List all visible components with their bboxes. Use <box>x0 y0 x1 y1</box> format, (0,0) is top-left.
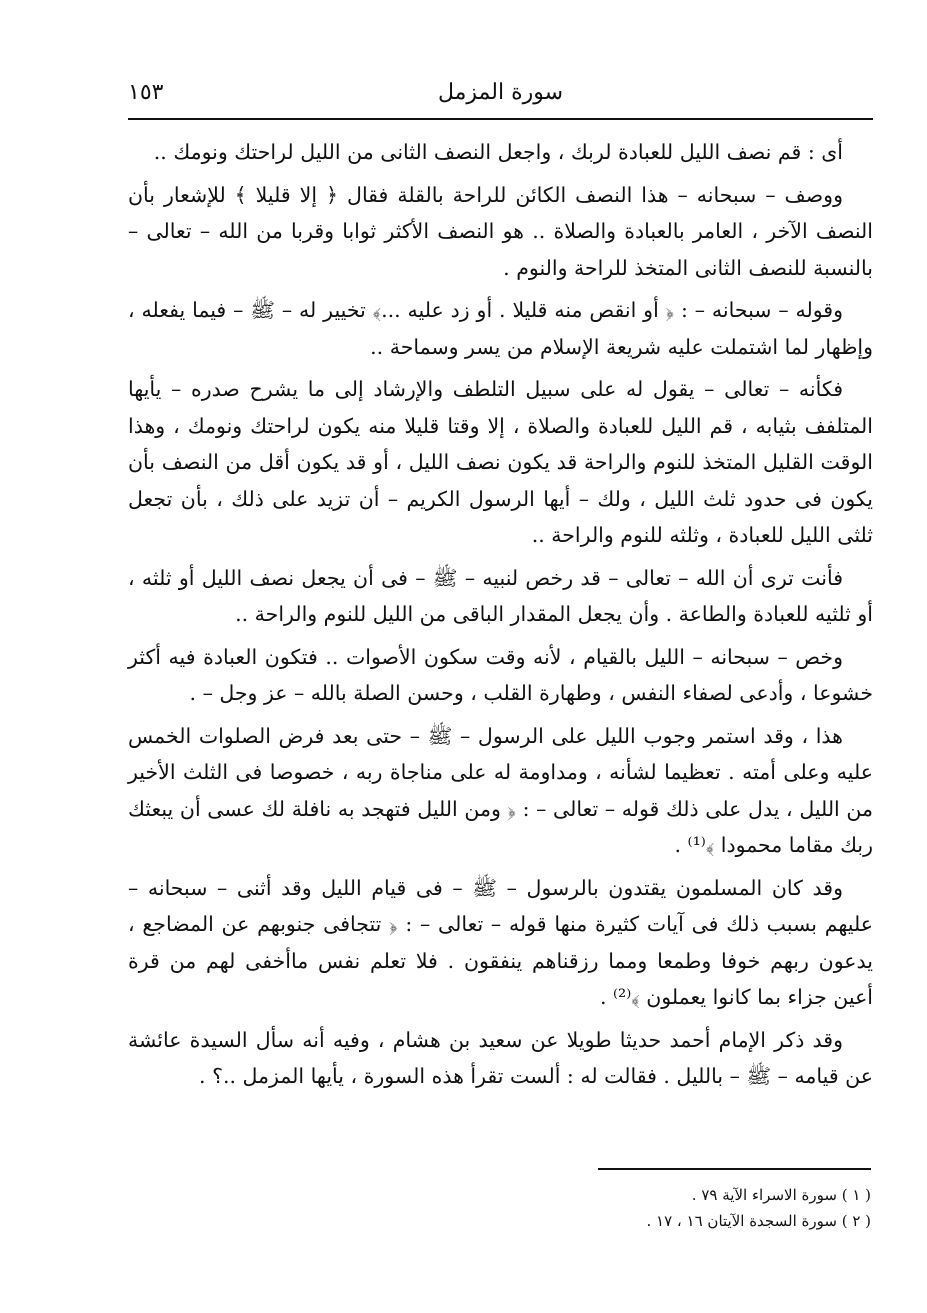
surah-title: سورة المزمل <box>437 80 564 105</box>
page-number: ١٥٣ <box>128 80 164 105</box>
paragraph: وقد كان المسلمون يقتدون بالرسول – ﷺ – فى قيام الليل وقد أثنى – سبحانه – عليهم بسبب ذلك فى آيات كثيرة منها قوله – تعالى – : ﴿ تتجافى جنوبهم عن المضاجع ، يدعون ربهم خوفا وطمعا ومما رزقناهم ينفقون . فلا تعلم نفس ماأخفى لهم من قرة أعين جزاء بما كانوا يعملون ﴾⁽²⁾ . <box>128 875 873 1009</box>
paragraph: ووصف – سبحانه – هذا النصف الكائن للراحة بالقلة فقال ﴿ إلا قليلا ﴾ للإشعار بأن النصف الآخر ، العامر بالعبادة والصلاة .. هو النصف الأكثر ثوابا وقربا من الله – تعالى – بالنسبة للنصف الثانى المتخذ للراحة والنوم . <box>128 182 873 280</box>
paragraph: وخص – سبحانه – الليل بالقيام ، لأنه وقت سكون الأصوات .. فتكون العبادة فيه أكثر خشوعا ، وأدعى لصفاء النفس ، وطهارة القلب ، وحسن الصلة بالله – عز وجل – . <box>128 644 873 705</box>
paragraph: أى : قم نصف الليل للعبادة لربك ، واجعل النصف الثانى من الليل لراحتك ونومك .. <box>153 140 843 164</box>
paragraph: وقد ذكر الإمام أحمد حديثا طويلا عن سعيد بن هشام ، وفيه أنه سأل السيدة عائشة عن قيامه – ﷺ – بالليل . فقالت له : ألست تقرأ هذه السورة ، يأيها المزمل ..؟ . <box>128 1027 873 1088</box>
footnote-1: ( ١ ) سورة الاسراء الآية ٧٩ . <box>691 1186 871 1204</box>
page-body <box>128 134 873 1101</box>
footnotes <box>500 1182 871 1234</box>
paragraph: هذا ، وقد استمر وجوب الليل على الرسول – ﷺ – حتى بعد فرض الصلوات الخمس عليه وعلى أمته . تعظيما لشأنه ، ومداومة له على مناجاة ربه ، خصوصا فى الثلث الأخير من الليل ، يدل على ذلك قوله – تعالى – : ﴿ ومن الليل فتهجد به نافلة لك عسى أن يبعثك ربك مقاما محمودا ﴾⁽¹⁾ . <box>128 723 873 857</box>
paragraph: فكأنه – تعالى – يقول له على سبيل التلطف والإرشاد إلى ما يشرح صدره – يأيها المتلفف بثيابه ، قم الليل للعبادة والصلاة ، إلا وقتا قليلا منه يكون لراحتك ونومك ، وهذا الوقت القليل المتخذ للنوم والراحة قد يكون نصف الليل ، أو قد يكون أقل من النصف بأن يكون فى حدود ثلث الليل ، ولك – أيها الرسول الكريم – أن تزيد على ذلك ، بأن تجعل ثلثى الليل للعبادة ، وثلثه للنوم والراحة .. <box>128 377 873 547</box>
paragraph: فأنت ترى أن الله – تعالى – قد رخص لنبيه – ﷺ – فى أن يجعل نصف الليل أو ثلثه ، أو ثلثيه للعبادة والطاعة . وأن يجعل المقدار الباقى من الليل للنوم والراحة .. <box>128 565 873 626</box>
footnote-divider <box>598 1168 871 1170</box>
paragraph: وقوله – سبحانه – : ﴿ أو انقص منه قليلا . أو زد عليه ...﴾ تخيير له – ﷺ – فيما يفعله ، وإظهار لما اشتملت عليه شريعة الإسلام من يسر وسماحة .. <box>128 298 873 359</box>
footnote-2: ( ٢ ) سورة السجدة الآيتان ١٦ ، ١٧ . <box>646 1212 871 1230</box>
page-header <box>128 74 873 116</box>
header-divider <box>128 118 873 120</box>
